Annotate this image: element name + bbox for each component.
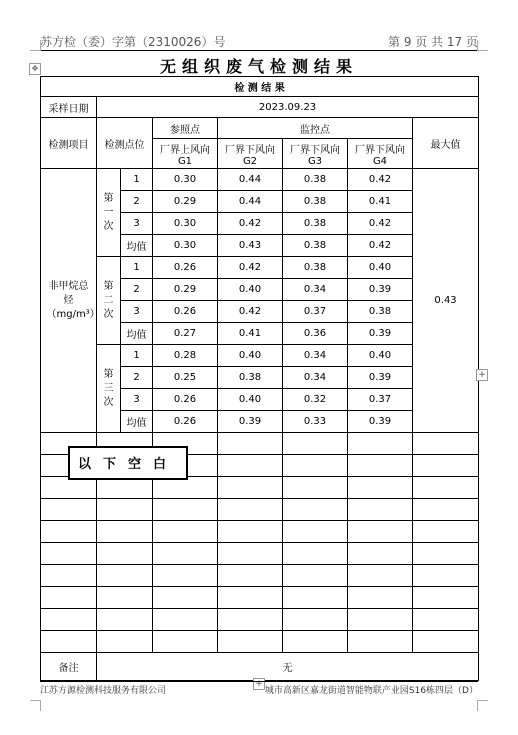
- blank-cell: [413, 543, 479, 565]
- blank-cell: [413, 587, 479, 609]
- table-move-icon[interactable]: ✥: [29, 63, 41, 75]
- value-cell-g4: 0.38: [348, 301, 413, 323]
- blank-cell: [153, 609, 218, 631]
- blank-row: [41, 587, 479, 609]
- value-cell-g3: 0.36: [283, 323, 348, 345]
- sample-number: 2: [121, 279, 153, 301]
- value-cell-g1: 0.29: [153, 279, 218, 301]
- reference-header: 参照点: [153, 118, 218, 139]
- value-cell-g3: 0.34: [283, 279, 348, 301]
- blank-cell: [348, 631, 413, 653]
- blank-cell: [97, 609, 153, 631]
- crop-mark-bottom-right: [477, 700, 488, 711]
- remarks-row: [41, 653, 479, 681]
- value-cell-g1: 0.26: [153, 389, 218, 411]
- blank-cell: [218, 433, 283, 455]
- results-table: [40, 76, 479, 681]
- blank-cell: [218, 521, 283, 543]
- value-cell-g3: 0.38: [283, 235, 348, 257]
- sample-number: 3: [121, 301, 153, 323]
- blank-cell: [97, 631, 153, 653]
- blank-cell: [41, 521, 97, 543]
- blank-row: [41, 521, 479, 543]
- blank-cell: [97, 499, 153, 521]
- value-cell-g3: 0.38: [283, 257, 348, 279]
- remarks-value: 无: [97, 653, 479, 681]
- sample-number: 2: [121, 367, 153, 389]
- value-cell-g4: 0.42: [348, 235, 413, 257]
- section-title: 检 测 结 果: [41, 77, 479, 97]
- value-cell-g3: 0.38: [283, 213, 348, 235]
- value-cell-g3: 0.32: [283, 389, 348, 411]
- add-row-icon[interactable]: +: [253, 678, 265, 690]
- value-cell-g3: 0.34: [283, 367, 348, 389]
- blank-cell: [413, 433, 479, 455]
- value-cell-g4: 0.39: [348, 367, 413, 389]
- max-header: 最大值: [413, 118, 479, 169]
- max-value: 0.43: [413, 169, 479, 433]
- blank-cell: [283, 433, 348, 455]
- page-title: 无组织废气检测结果: [159, 57, 358, 76]
- blank-cell: [413, 455, 479, 477]
- add-column-icon[interactable]: +: [476, 369, 488, 381]
- value-cell-g1: 0.27: [153, 323, 218, 345]
- blank-cell: [218, 609, 283, 631]
- value-cell-g1: 0.25: [153, 367, 218, 389]
- blank-cell: [153, 521, 218, 543]
- blank-row: [41, 499, 479, 521]
- value-cell-g2: 0.40: [218, 345, 283, 367]
- item-header: 检测项目: [41, 118, 97, 169]
- value-cell-g4: 0.39: [348, 411, 413, 433]
- blank-cell: [413, 521, 479, 543]
- blank-below-stamp: 以下空白: [68, 446, 188, 480]
- blank-cell: [97, 565, 153, 587]
- blank-cell: [153, 587, 218, 609]
- footer-rule: [40, 681, 478, 682]
- value-cell-g4: 0.42: [348, 213, 413, 235]
- blank-cell: [413, 499, 479, 521]
- table-row: [41, 169, 479, 191]
- blank-cell: [41, 609, 97, 631]
- blank-cell: [413, 477, 479, 499]
- col-g1-header: 厂界上风向G1: [153, 139, 218, 169]
- col-g2-header: 厂界下风向G2: [218, 139, 283, 169]
- blank-cell: [97, 543, 153, 565]
- blank-cell: [283, 521, 348, 543]
- value-cell-g2: 0.40: [218, 279, 283, 301]
- blank-cell: [41, 565, 97, 587]
- item-name-cell: [41, 169, 100, 433]
- blank-cell: [283, 477, 348, 499]
- header-rule: [40, 50, 478, 51]
- value-cell-g4: 0.39: [348, 323, 413, 345]
- blank-cell: [153, 543, 218, 565]
- blank-cell: [348, 565, 413, 587]
- sample-number: 均值: [121, 235, 153, 257]
- blank-cell: [41, 631, 97, 653]
- round-label: 第二次: [103, 280, 114, 320]
- value-cell-g4: 0.42: [348, 169, 413, 191]
- blank-cell: [413, 609, 479, 631]
- blank-row: [41, 609, 479, 631]
- round-label-cell: [97, 169, 121, 257]
- crop-mark-top-right: [477, 40, 488, 51]
- value-cell-g3: 0.34: [283, 345, 348, 367]
- blank-cell: [41, 543, 97, 565]
- value-cell-g2: 0.44: [218, 169, 283, 191]
- blank-cell: [218, 631, 283, 653]
- blank-cell: [153, 565, 218, 587]
- value-cell-g2: 0.44: [218, 191, 283, 213]
- blank-cell: [218, 455, 283, 477]
- blank-cell: [218, 565, 283, 587]
- sample-number: 1: [121, 169, 153, 191]
- crop-mark-bottom-left: [30, 700, 41, 711]
- blank-cell: [153, 499, 218, 521]
- blank-cell: [283, 609, 348, 631]
- value-cell-g3: 0.38: [283, 169, 348, 191]
- value-cell-g3: 0.38: [283, 191, 348, 213]
- header-report-number: 苏方检（委）字第（2310026）号: [40, 35, 226, 49]
- value-cell-g2: 0.39: [218, 411, 283, 433]
- value-cell-g1: 0.26: [153, 257, 218, 279]
- monitor-header: 监控点: [218, 118, 413, 139]
- value-cell-g4: 0.40: [348, 345, 413, 367]
- blank-cell: [153, 631, 218, 653]
- blank-cell: [348, 455, 413, 477]
- round-label-cell: [97, 257, 121, 345]
- blank-cell: [348, 521, 413, 543]
- blank-cell: [218, 543, 283, 565]
- value-cell-g4: 0.41: [348, 191, 413, 213]
- blank-row: [41, 631, 479, 653]
- value-cell-g1: 0.26: [153, 411, 218, 433]
- header-page-number: 第 9 页 共 17 页: [388, 35, 478, 49]
- blank-cell: [97, 587, 153, 609]
- sampling-date-label: 采样日期: [41, 97, 97, 118]
- sample-number: 3: [121, 213, 153, 235]
- blank-cell: [413, 631, 479, 653]
- value-cell-g2: 0.38: [218, 367, 283, 389]
- value-cell-g2: 0.42: [218, 301, 283, 323]
- crop-mark-top-left: [30, 40, 41, 51]
- blank-cell: [348, 543, 413, 565]
- round-label-cell: [97, 345, 121, 433]
- value-cell-g4: 0.37: [348, 389, 413, 411]
- col-g4-header: 厂界下风向G4: [348, 139, 413, 169]
- blank-cell: [41, 587, 97, 609]
- blank-cell: [348, 477, 413, 499]
- value-cell-g1: 0.30: [153, 213, 218, 235]
- sample-number: 3: [121, 389, 153, 411]
- value-cell-g1: 0.30: [153, 235, 218, 257]
- value-cell-g4: 0.39: [348, 279, 413, 301]
- blank-cell: [348, 609, 413, 631]
- sample-number: 均值: [121, 411, 153, 433]
- value-cell-g1: 0.28: [153, 345, 218, 367]
- blank-cell: [413, 565, 479, 587]
- blank-cell: [283, 587, 348, 609]
- blank-cell: [97, 521, 153, 543]
- blank-cell: [348, 499, 413, 521]
- blank-cell: [283, 565, 348, 587]
- blank-cell: [41, 499, 97, 521]
- value-cell-g1: 0.30: [153, 169, 218, 191]
- blank-cell: [348, 433, 413, 455]
- blank-row: [41, 543, 479, 565]
- value-cell-g2: 0.42: [218, 213, 283, 235]
- blank-cell: [218, 587, 283, 609]
- blank-cell: [283, 499, 348, 521]
- value-cell-g1: 0.26: [153, 301, 218, 323]
- sample-number: 均值: [121, 323, 153, 345]
- blank-cell: [218, 499, 283, 521]
- sample-number: 1: [121, 345, 153, 367]
- value-cell-g1: 0.29: [153, 191, 218, 213]
- value-cell-g3: 0.37: [283, 301, 348, 323]
- round-label: 第一次: [103, 192, 114, 232]
- value-cell-g2: 0.41: [218, 323, 283, 345]
- item-name: 非甲烷总烃（mg/m³）: [46, 280, 100, 320]
- value-cell-g4: 0.40: [348, 257, 413, 279]
- remarks-label: 备注: [41, 653, 97, 681]
- value-cell-g2: 0.43: [218, 235, 283, 257]
- sample-number: 2: [121, 191, 153, 213]
- blank-cell: [283, 455, 348, 477]
- footer-company: 江苏方源检测科技服务有限公司: [40, 686, 167, 696]
- sampling-date-value: 2023.09.23: [97, 97, 479, 118]
- blank-row: [41, 565, 479, 587]
- footer-address: 城市高新区嘉龙街道智能物联产业园S16栋四层（D）: [264, 686, 478, 696]
- point-header: 检测点位: [97, 118, 153, 169]
- value-cell-g3: 0.33: [283, 411, 348, 433]
- col-g3-header: 厂界下风向G3: [283, 139, 348, 169]
- blank-cell: [283, 631, 348, 653]
- value-cell-g2: 0.42: [218, 257, 283, 279]
- round-label: 第三次: [103, 368, 114, 408]
- value-cell-g2: 0.40: [218, 389, 283, 411]
- blank-cell: [348, 587, 413, 609]
- blank-cell: [218, 477, 283, 499]
- sample-number: 1: [121, 257, 153, 279]
- blank-cell: [283, 543, 348, 565]
